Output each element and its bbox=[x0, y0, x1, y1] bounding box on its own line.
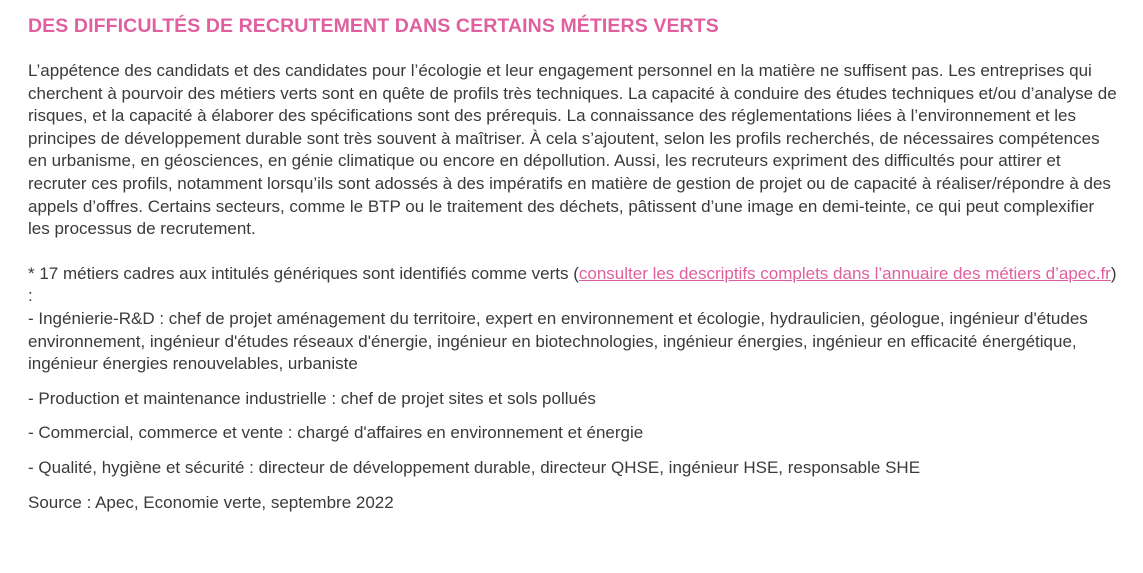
list-item-qualite: - Qualité, hygiène et sécurité : directeur de développement durable, directeur QHSE, ingénieur HSE, responsable SHE bbox=[28, 457, 921, 477]
source-note: Source : Apec, Economie verte, septembre 2022 bbox=[28, 492, 394, 512]
list-item-ingenierie: - Ingénierie-R&D : chef de projet aménagement du territoire, expert en environnement et écologie, hydraulicien, géologue, ingénieur d'études environnement, ingénieur d'études réseaux d'énergie, ingénieur en biotechnologies, ingénieur énergies, ingénieur en efficacité énergétique, ingénieur énergies renouvelables, urbaniste bbox=[28, 308, 1088, 374]
body-paragraph: L’appétence des candidats et des candidates pour l’écologie et leur engagement personnel en la matière ne suffisent pas. Les entreprises qui cherchent à pourvoir des métiers verts sont en quête de profils très techniques. La capacité à conduire des études techniques et/ou d’analyse de risques, et la capacité à élaborer des spécifications sont des prérequis. La connaissance des réglementations liées à l’environnement et les principes de développement durable sont très souvent à maîtriser. À cela s’ajoutent, selon les profils recherchés, de nécessaires compétences en urbanisme, en géosciences, en génie climatique ou encore en dépollution. Aussi, les recruteurs expriment des difficultés pour attirer et recruter ces profils, notamment lorsqu’ils sont adossés à des impératifs en matière de gestion de projet ou de capacité à réaliser/répondre à des appels d’offres. Certains secteurs, comme le BTP ou le traitement des déchets, pâtissent d’une image en demi-teinte, ce qui peut complexifier les processus de recrutement. bbox=[28, 61, 1117, 239]
article-container bbox=[28, 12, 1118, 514]
footnote-intro-text: * 17 métiers cadres aux intitulés génériques sont identifiés comme verts ( bbox=[28, 263, 579, 283]
section-title: DES DIFFICULTÉS DE RECRUTEMENT DANS CERTAINS MÉTIERS VERTS bbox=[28, 15, 719, 37]
footnote-intro bbox=[28, 263, 1118, 308]
footnote-intro-suffix: ) : bbox=[28, 263, 1117, 306]
list-item-production: - Production et maintenance industrielle : chef de projet sites et sols pollués bbox=[28, 388, 596, 408]
apec-directory-link[interactable]: consulter les descriptifs complets dans l’annuaire des métiers d’apec.fr bbox=[578, 263, 1111, 283]
list-item-commercial: - Commercial, commerce et vente : chargé d'affaires en environnement et énergie bbox=[28, 423, 644, 443]
